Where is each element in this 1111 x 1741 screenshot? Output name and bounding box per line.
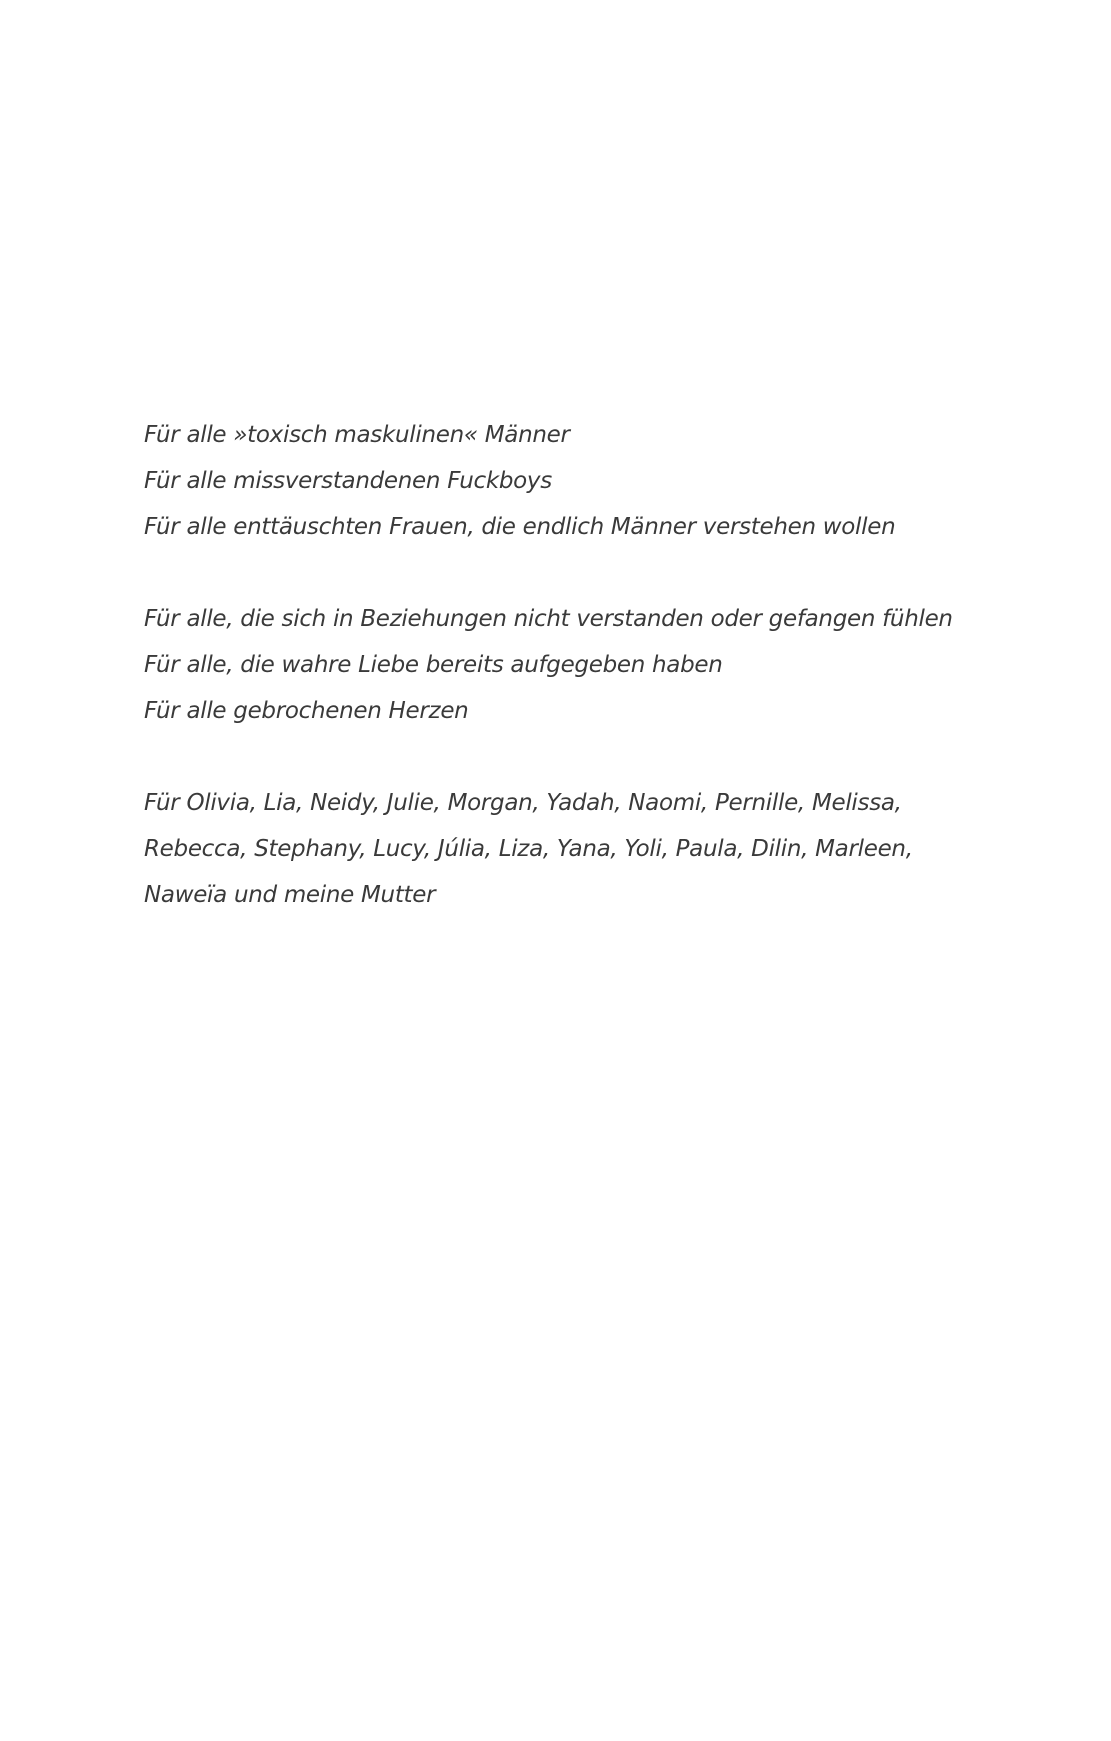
dedication-stanza-3 — [144, 780, 1044, 918]
dedication-line: Für alle gebrochenen Herzen — [144, 698, 469, 724]
dedication-line: Für alle missverstandenen Fuckboys — [144, 468, 552, 494]
dedication-line: Für alle enttäuschten Frauen, die endlich Männer verstehen wollen — [144, 514, 896, 540]
dedication-line: Rebecca, Stephany, Lucy, Júlia, Liza, Yana, Yoli, Paula, Dilin, Marleen, — [144, 836, 913, 862]
dedication-line: Für Olivia, Lia, Neidy, Julie, Morgan, Yadah, Naomi, Pernille, Melissa, — [144, 790, 902, 816]
dedication-line: Naweïa und meine Mutter — [144, 882, 436, 908]
dedication-line: Für alle »toxisch maskulinen« Männer — [144, 422, 570, 448]
dedication-stanza-1 — [144, 412, 1044, 550]
dedication-block — [144, 412, 1044, 918]
dedication-stanza-2 — [144, 596, 1044, 734]
dedication-line: Für alle, die wahre Liebe bereits aufgegeben haben — [144, 652, 723, 678]
dedication-line: Für alle, die sich in Beziehungen nicht verstanden oder gefangen fühlen — [144, 606, 953, 632]
